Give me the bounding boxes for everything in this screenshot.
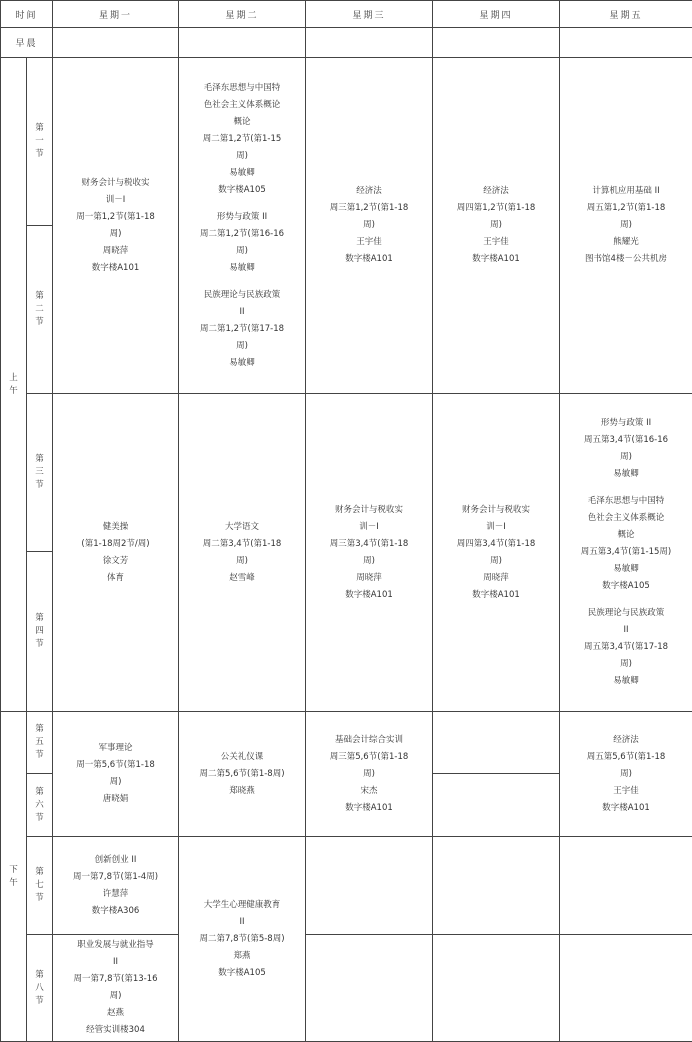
course-time-cont: 周)	[183, 148, 301, 165]
empty-cell	[179, 28, 306, 58]
course-room: 数字楼A306	[57, 903, 174, 920]
course-time: 周五第1,2节(第1-18	[564, 200, 688, 217]
course-time-cont: 周)	[564, 656, 688, 673]
course-teacher: 王宇佳	[310, 234, 428, 251]
period-row-1	[1, 58, 692, 226]
course-teacher: 赵雪峰	[183, 570, 301, 587]
course-name: 形势与政策 II	[183, 209, 301, 226]
period-row-3	[1, 394, 692, 552]
course-name: 基础会计综合实训	[310, 732, 428, 749]
course-teacher: 周晓萍	[310, 570, 428, 587]
course-room: 数字楼A101	[310, 587, 428, 604]
course-room: 数字楼A101	[310, 800, 428, 817]
course-cell-fri-p12[interactable]	[560, 58, 692, 394]
course-room: 数字楼A105	[183, 965, 301, 982]
course-name: 公关礼仪课	[183, 749, 301, 766]
course-time: 周二第1,2节(第16-16	[183, 226, 301, 243]
course-cell-thu-p34[interactable]	[433, 394, 560, 712]
period-label-7	[27, 837, 53, 935]
spacer	[183, 277, 301, 287]
day-header-thu: 星期四	[433, 1, 560, 28]
course-time: 周二第1,2节(第17-18	[183, 321, 301, 338]
course-time: (第1-18周2节/周)	[57, 536, 174, 553]
period-label-8	[27, 935, 53, 1042]
empty-cell	[433, 935, 560, 1042]
course-name: 经济法	[564, 732, 688, 749]
spacer	[183, 199, 301, 209]
period-text-8: 第 八 节	[27, 969, 52, 1008]
course-name-cont: 概论	[564, 527, 688, 544]
course-name: 毛泽东思想与中国特	[183, 80, 301, 97]
course-time-cont: 周)	[183, 243, 301, 260]
period-text-3: 第 三 节	[27, 453, 52, 492]
period-text-6: 第 六 节	[27, 786, 52, 825]
course-name: 民族理论与民族政策	[183, 287, 301, 304]
course-name: 创新创业 II	[57, 852, 174, 869]
course-time: 周一第5,6节(第1-18	[57, 757, 174, 774]
course-cell-tue-p78[interactable]	[179, 837, 306, 1042]
course-teacher: 郑燕	[183, 948, 301, 965]
course-name-cont: 训－I	[57, 192, 174, 209]
empty-cell	[433, 712, 560, 774]
empty-cell	[306, 837, 433, 935]
course-name: 毛泽东思想与中国特	[564, 493, 688, 510]
course-time-cont: 周)	[564, 766, 688, 783]
course-time-cont: 周)	[310, 217, 428, 234]
course-cell-mon-p8[interactable]	[53, 935, 179, 1042]
course-name: 形势与政策 II	[564, 415, 688, 432]
course-time: 周一第7,8节(第1-4周)	[57, 869, 174, 886]
day-header-wed: 星期三	[306, 1, 433, 28]
course-time: 周五第3,4节(第17-18	[564, 639, 688, 656]
period-row-7	[1, 837, 692, 935]
course-time: 周二第5,6节(第1-8周)	[183, 766, 301, 783]
course-name-cont: II	[183, 304, 301, 321]
course-teacher: 郑晓燕	[183, 783, 301, 800]
course-time-cont: 周)	[183, 338, 301, 355]
empty-cell	[306, 935, 433, 1042]
header-row	[1, 1, 692, 28]
period-row-8	[1, 935, 692, 1042]
course-cell-wed-p56[interactable]	[306, 712, 433, 837]
course-cell-mon-p56[interactable]	[53, 712, 179, 837]
course-cell-mon-p34[interactable]	[53, 394, 179, 712]
course-time: 周四第1,2节(第1-18	[437, 200, 555, 217]
course-time-cont: 周)	[57, 226, 174, 243]
course-time-cont: 周)	[183, 553, 301, 570]
course-name: 健美操	[57, 519, 174, 536]
period-row-5	[1, 712, 692, 774]
course-room: 数字楼A101	[310, 251, 428, 268]
course-teacher: 周晓萍	[437, 570, 555, 587]
course-time-cont: 周)	[564, 449, 688, 466]
session-morning-text: 上 午	[1, 372, 26, 398]
course-teacher: 易敏卿	[564, 561, 688, 578]
course-room: 经管实训楼304	[57, 1022, 174, 1039]
spacer	[564, 483, 688, 493]
early-morning-row	[1, 28, 692, 58]
course-time: 周四第3,4节(第1-18	[437, 536, 555, 553]
course-name: 经济法	[437, 183, 555, 200]
spacer	[564, 595, 688, 605]
course-name: 大学语文	[183, 519, 301, 536]
period-text-2: 第 二 节	[27, 290, 52, 329]
course-time: 周五第3,4节(第16-16	[564, 432, 688, 449]
course-time-cont: 周)	[437, 553, 555, 570]
empty-cell	[306, 28, 433, 58]
course-name: 计算机应用基础 II	[564, 183, 688, 200]
session-afternoon-label	[1, 712, 27, 1042]
session-afternoon-text: 下 午	[1, 864, 26, 890]
course-room: 数字楼A105	[564, 578, 688, 595]
period-text-4: 第 四 节	[27, 612, 52, 651]
course-teacher: 徐文芳	[57, 553, 174, 570]
course-room: 数字楼A101	[564, 800, 688, 817]
period-label-2	[27, 226, 53, 394]
course-teacher: 易敏卿	[183, 355, 301, 372]
course-room: 体育	[57, 570, 174, 587]
course-time: 周三第5,6节(第1-18	[310, 749, 428, 766]
course-name: 经济法	[310, 183, 428, 200]
course-time: 周一第1,2节(第1-18	[57, 209, 174, 226]
early-morning-label: 早晨	[1, 28, 53, 58]
course-room: 数字楼A101	[57, 260, 174, 277]
period-label-4	[27, 552, 53, 712]
course-time-cont: 周)	[437, 217, 555, 234]
course-name-cont: 训－I	[310, 519, 428, 536]
course-time-cont: 周)	[564, 217, 688, 234]
time-header: 时间	[1, 1, 53, 28]
course-name-cont: II	[57, 954, 174, 971]
session-morning-label	[1, 58, 27, 712]
course-time-cont: 周)	[310, 766, 428, 783]
period-label-5	[27, 712, 53, 774]
course-name-cont: II	[183, 914, 301, 931]
course-time: 周一第7,8节(第13-16	[57, 971, 174, 988]
course-time: 周五第3,4节(第1-15周)	[564, 544, 688, 561]
day-header-tue: 星期二	[179, 1, 306, 28]
course-cell-tue-p12[interactable]	[179, 58, 306, 394]
empty-cell	[433, 28, 560, 58]
course-name: 财务会计与税收实	[437, 502, 555, 519]
course-cell-wed-p12[interactable]	[306, 58, 433, 394]
course-name-cont: 概论	[183, 114, 301, 131]
course-room: 数字楼A101	[437, 587, 555, 604]
course-teacher: 唐晓娟	[57, 791, 174, 808]
course-cell-thu-p12[interactable]	[433, 58, 560, 394]
course-teacher: 熊耀光	[564, 234, 688, 251]
course-teacher: 易敏卿	[183, 165, 301, 182]
period-label-1	[27, 58, 53, 226]
course-name: 军事理论	[57, 740, 174, 757]
course-time-cont: 周)	[57, 774, 174, 791]
course-name-cont: 色社会主义体系概论	[183, 97, 301, 114]
course-teacher: 易敏卿	[564, 673, 688, 690]
course-teacher: 宋杰	[310, 783, 428, 800]
course-cell-wed-p34[interactable]	[306, 394, 433, 712]
empty-cell	[560, 935, 692, 1042]
course-time: 周五第5,6节(第1-18	[564, 749, 688, 766]
period-text-1: 第 一 节	[27, 122, 52, 161]
course-teacher: 易敏卿	[564, 466, 688, 483]
course-time-cont: 周)	[310, 553, 428, 570]
empty-cell	[433, 837, 560, 935]
period-label-6	[27, 774, 53, 837]
course-teacher: 易敏卿	[183, 260, 301, 277]
empty-cell	[433, 774, 560, 837]
course-name: 大学生心理健康教育	[183, 897, 301, 914]
course-cell-tue-p56[interactable]	[179, 712, 306, 837]
course-cell-fri-p34[interactable]	[560, 394, 692, 712]
course-name: 财务会计与税收实	[310, 502, 428, 519]
course-time: 周二第1,2节(第1-15	[183, 131, 301, 148]
course-teacher: 许慧萍	[57, 886, 174, 903]
course-time-cont: 周)	[57, 988, 174, 1005]
empty-cell	[53, 28, 179, 58]
course-time: 周三第1,2节(第1-18	[310, 200, 428, 217]
course-name-cont: II	[564, 622, 688, 639]
course-name: 财务会计与税收实	[57, 175, 174, 192]
course-time: 周二第7,8节(第5-8周)	[183, 931, 301, 948]
period-text-7: 第 七 节	[27, 866, 52, 905]
day-header-mon: 星期一	[53, 1, 179, 28]
course-teacher: 周晓萍	[57, 243, 174, 260]
course-cell-mon-p7[interactable]	[53, 837, 179, 935]
course-teacher: 赵燕	[57, 1005, 174, 1022]
course-name-cont: 训－I	[437, 519, 555, 536]
course-cell-fri-p56[interactable]	[560, 712, 692, 837]
course-name-cont: 色社会主义体系概论	[564, 510, 688, 527]
course-room: 数字楼A101	[437, 251, 555, 268]
period-text-5: 第 五 节	[27, 723, 52, 762]
empty-cell	[560, 28, 692, 58]
empty-cell	[560, 837, 692, 935]
course-cell-tue-p34[interactable]	[179, 394, 306, 712]
course-teacher: 王宇佳	[564, 783, 688, 800]
course-room: 图书馆4楼－公共机房	[564, 251, 688, 268]
course-teacher: 王宇佳	[437, 234, 555, 251]
period-label-3	[27, 394, 53, 552]
course-name: 职业发展与就业指导	[57, 937, 174, 954]
course-time: 周二第3,4节(第1-18	[183, 536, 301, 553]
course-time: 周三第3,4节(第1-18	[310, 536, 428, 553]
day-header-fri: 星期五	[560, 1, 692, 28]
course-cell-mon-p12[interactable]	[53, 58, 179, 394]
course-room: 数字楼A105	[183, 182, 301, 199]
course-name: 民族理论与民族政策	[564, 605, 688, 622]
